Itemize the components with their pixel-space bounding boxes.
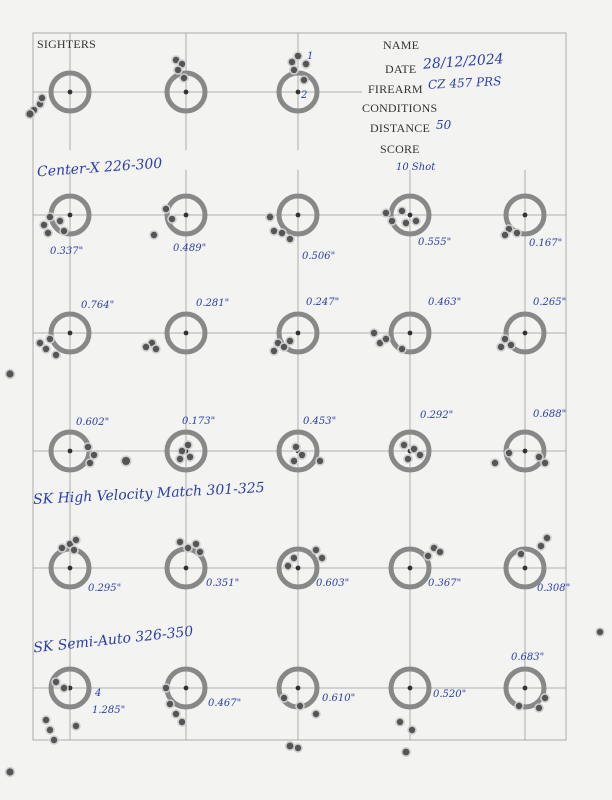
bullet-hole (536, 454, 542, 460)
distance-label: DISTANCE (370, 121, 430, 135)
bullet-hole (397, 719, 403, 725)
bullet-hole (47, 336, 53, 342)
bullet-hole (91, 452, 97, 458)
bullet-hole (175, 67, 181, 73)
bull-center (296, 686, 301, 691)
bullet-hole (43, 346, 49, 352)
bull-center (184, 331, 189, 336)
bullet-hole (187, 454, 193, 460)
bull-center (184, 566, 189, 571)
bull-center (68, 90, 73, 95)
bullet-hole (71, 547, 77, 553)
bullet-hole (425, 553, 431, 559)
bullet-hole (399, 346, 405, 352)
conditions-label: CONDITIONS (362, 101, 438, 115)
bullet-hole (301, 77, 307, 83)
bullet-hole (516, 703, 522, 709)
bullet-hole (279, 230, 285, 236)
bullet-hole (73, 723, 79, 729)
bull-center (296, 566, 301, 571)
bullet-hole (313, 711, 319, 717)
name-label: NAME (383, 38, 420, 52)
sighters-label: SIGHTERS (37, 37, 96, 51)
bullet-hole (281, 344, 287, 350)
bull-center (184, 686, 189, 691)
bullet-hole (143, 344, 149, 350)
firearm-value: CZ 457 PRS (427, 74, 502, 92)
bullet-hole (169, 216, 175, 222)
bullet-hole (291, 67, 297, 73)
bullet-hole (371, 330, 377, 336)
bullet-hole (389, 218, 395, 224)
bull-center (523, 686, 528, 691)
bullet-hole (267, 214, 273, 220)
bullet-hole (514, 230, 520, 236)
bullet-hole (177, 539, 183, 545)
group-size: 0.167" (529, 238, 563, 249)
group-size: 0.351" (206, 578, 240, 589)
bullet-hole (85, 444, 91, 450)
bullet-hole (197, 549, 203, 555)
bullet-hole (181, 75, 187, 81)
firearm-label: FIREARM (368, 82, 423, 96)
bullet-hole (53, 352, 59, 358)
bullet-hole (47, 727, 53, 733)
bull-center (408, 331, 413, 336)
bullet-hole (285, 563, 291, 569)
bullet-hole (409, 727, 415, 733)
bullet-hole (502, 232, 508, 238)
bullet-hole (597, 629, 603, 635)
bull-center (523, 331, 528, 336)
bull-center (68, 213, 73, 218)
bullet-hole (299, 452, 305, 458)
bullet-hole (542, 695, 548, 701)
bull-center (184, 213, 189, 218)
bullet-hole (163, 206, 169, 212)
bullet-hole (383, 210, 389, 216)
group-size: 0.453" (303, 416, 337, 427)
bull-center (296, 331, 301, 336)
bullet-hole (411, 446, 417, 452)
bullet-hole (167, 701, 173, 707)
bullet-hole (59, 545, 65, 551)
group-size: 0.337" (50, 246, 84, 257)
bullet-hole (287, 743, 294, 750)
group-size: 0.247" (306, 297, 340, 308)
group-size: 0.467" (208, 698, 242, 709)
group-size: 0.367" (428, 578, 462, 589)
group-size: 0.506" (302, 251, 336, 262)
bullet-hole (508, 342, 514, 348)
bullet-hole (403, 749, 410, 756)
bullet-hole (405, 456, 411, 462)
group-size: 0.683" (511, 652, 545, 663)
bullet-hole (271, 348, 277, 354)
bull-center (523, 213, 528, 218)
group-size: 0.489" (173, 243, 207, 254)
bullet-hole (177, 456, 183, 462)
date-label: DATE (385, 62, 417, 76)
group-size: 1.285" (92, 705, 126, 716)
bull-center (68, 449, 73, 454)
group-size: 0.308" (537, 583, 571, 594)
group-size: 0.295" (88, 583, 122, 594)
bullet-hole (492, 460, 498, 466)
bullet-hole (506, 450, 512, 456)
bullet-hole (297, 703, 303, 709)
bullet-hole (173, 711, 179, 717)
group-size: 0.555" (418, 237, 452, 248)
bull-center (408, 566, 413, 571)
bullet-hole (185, 545, 191, 551)
bull-center (523, 449, 528, 454)
bullet-hole (53, 679, 59, 685)
shots-note: 10 Shot (396, 162, 436, 173)
bullet-hole (47, 214, 53, 220)
bullet-hole (6, 768, 13, 775)
section-label: Center-X 226-300 (36, 155, 163, 181)
bullet-hole (87, 460, 93, 466)
bullet-hole (153, 346, 159, 352)
score-label: SCORE (380, 142, 420, 156)
bullet-hole (271, 228, 277, 234)
bullet-hole (37, 340, 43, 346)
bullet-hole (185, 442, 191, 448)
bullet-hole (498, 344, 504, 350)
bullet-hole (293, 444, 299, 450)
group-size: 0.463" (428, 297, 462, 308)
bullet-hole (39, 95, 45, 101)
bullet-hole (163, 685, 169, 691)
group-size: 0.173" (182, 416, 216, 427)
bullet-hole (179, 719, 185, 725)
bullet-hole (518, 551, 524, 557)
bullet-hole (542, 460, 548, 466)
bullet-hole (151, 232, 157, 238)
bull-center (408, 213, 413, 218)
bullet-hole (287, 338, 293, 344)
bullet-hole (61, 228, 67, 234)
bull-center (296, 90, 301, 95)
bullet-hole (544, 535, 550, 541)
bullet-hole (413, 218, 419, 224)
bullet-hole (383, 336, 389, 342)
group-size: 0.764" (81, 300, 115, 311)
stray-mark: 4 (95, 688, 102, 699)
section-label: SK Semi-Auto 326-350 (32, 623, 195, 657)
bull-center (184, 90, 189, 95)
bullet-hole (401, 442, 407, 448)
date-value: 28/12/2024 (422, 51, 505, 73)
group-size: 0.281" (196, 298, 230, 309)
bullet-hole (536, 705, 542, 711)
group-size: 0.603" (316, 578, 350, 589)
bullet-hole (6, 370, 13, 377)
bullet-hole (122, 457, 130, 465)
bull-center (68, 566, 73, 571)
sighter-mark: 2 (301, 90, 308, 101)
bullet-hole (403, 220, 409, 226)
bullet-hole (51, 737, 57, 743)
group-size: 0.602" (76, 417, 110, 428)
group-size: 0.520" (433, 689, 467, 700)
group-size: 0.292" (420, 410, 454, 421)
bullet-hole (179, 448, 185, 454)
bull-center (296, 213, 301, 218)
bull-center (523, 566, 528, 571)
bull-center (408, 686, 413, 691)
bullet-hole (61, 685, 67, 691)
bullet-hole (43, 717, 49, 723)
bullet-hole (45, 230, 51, 236)
bullet-hole (289, 59, 295, 65)
group-size: 0.688" (533, 409, 567, 420)
bullet-hole (73, 537, 79, 543)
bullet-hole (399, 208, 405, 214)
bullet-hole (317, 458, 323, 464)
section-label: SK High Velocity Match 301-325 (32, 479, 265, 509)
group-size: 0.610" (322, 693, 356, 704)
bullet-hole (26, 110, 33, 117)
distance-value: 50 (436, 118, 452, 132)
bullet-hole (502, 336, 508, 342)
bullet-hole (295, 53, 301, 59)
bullet-hole (538, 543, 544, 549)
sighter-mark: 1 (307, 51, 314, 62)
bullet-hole (291, 458, 297, 464)
bullet-hole (319, 555, 325, 561)
bullet-hole (313, 547, 319, 553)
bullet-hole (41, 222, 47, 228)
bullet-hole (295, 745, 301, 751)
bull-center (68, 331, 73, 336)
bullet-hole (287, 236, 293, 242)
bullet-hole (281, 695, 287, 701)
bullet-hole (57, 218, 63, 224)
group-size: 0.265" (533, 297, 567, 308)
bullet-hole (291, 555, 297, 561)
bullet-hole (437, 549, 443, 555)
bullet-hole (193, 541, 199, 547)
bullet-hole (417, 452, 423, 458)
